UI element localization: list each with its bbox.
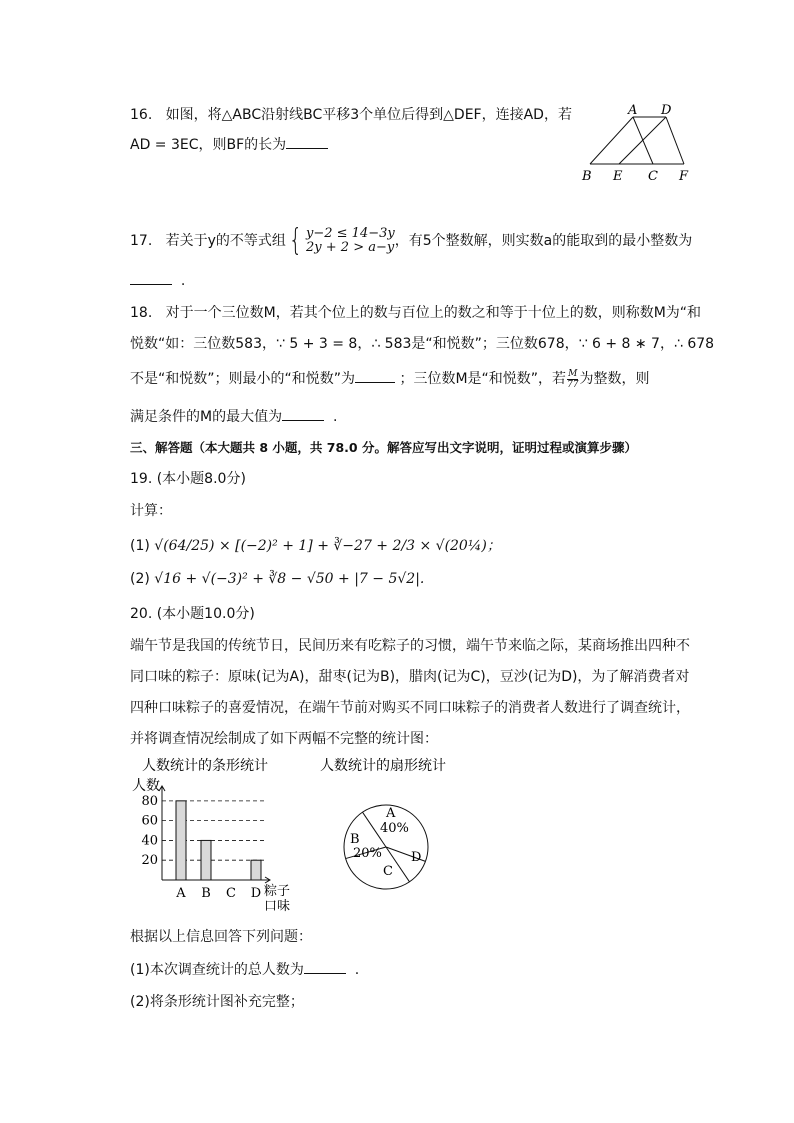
pie-percent-A: 40% <box>380 821 409 836</box>
bar-ytick-label: 80 <box>141 793 158 809</box>
q20-sub1-text: (1)本次调查统计的总人数为 <box>130 962 304 978</box>
q16-text: 如图，将△ABC沿射线BC平移3个单位后得到△DEF，连接AD，若 <box>165 107 572 123</box>
bar-chart-xlabel-line2: 口味 <box>264 899 291 914</box>
q16-answer-blank[interactable] <box>286 134 328 149</box>
q18-line1 <box>130 302 701 322</box>
pie-label-C: C <box>383 864 393 879</box>
q20-line3: 四种口味粽子的喜爱情况，在端午节前对购买不同口味粽子的消费者人数进行了调查统计， <box>130 700 690 716</box>
q16-line2 <box>130 134 328 154</box>
q17-answer-blank[interactable] <box>130 270 172 285</box>
bar-A <box>176 801 186 880</box>
q19-part1-expr: √(64/25) × [(−2)² + 1] + ∛−27 + 2/3 × √(20¼)； <box>154 538 501 554</box>
bar-ytick-label: 40 <box>141 833 158 849</box>
q18-text3a: 不是“和悦数”；则最小的“和悦数”为 <box>130 371 356 387</box>
q18-line4 <box>130 406 337 426</box>
q17-ineq2: 2y + 2 > a−y <box>306 240 395 255</box>
bar-chart-title: 人数统计的条形统计 <box>142 758 268 774</box>
q19-part2-expr: √16 + √(−3)² + ∛8 − √50 + |7 − 5√2|. <box>154 571 425 587</box>
q17-text-after: ，有5个整数解，则实数a的能取到的最小整数为 <box>394 233 693 249</box>
fig-label-A: A <box>628 103 638 118</box>
bar-chart-ylabel: 人数 <box>132 778 160 794</box>
q16-figure <box>576 102 696 186</box>
bar-xtick-label: B <box>201 886 211 901</box>
fig-label-E: E <box>613 169 623 184</box>
fig-label-F: F <box>679 169 689 184</box>
q18-end: . <box>333 409 338 425</box>
q18-number: 18. <box>130 305 153 321</box>
pie-label-A: A <box>386 806 396 821</box>
q18-text4: 满足条件的M的最大值为 <box>130 409 283 425</box>
section-three-heading: 三、解答题（本大题共 8 小题，共 78.0 分。解答应写出文字说明，证明过程或演算步骤） <box>130 440 637 455</box>
q19-part1-label: (1) <box>130 538 150 554</box>
pie-chart-title: 人数统计的扇形统计 <box>320 758 446 774</box>
bar-xtick-label: C <box>226 886 236 901</box>
q17-text-before: 若关于y的不等式组 <box>165 233 286 249</box>
q19-part2-label: (2) <box>130 571 150 587</box>
q17-line2 <box>130 270 185 289</box>
pie-label-B: B <box>350 832 360 847</box>
fig-label-C: C <box>648 169 658 184</box>
pie-percent-B: 20% <box>353 846 382 861</box>
q20-after-text: 根据以上信息回答下列问题： <box>130 929 312 945</box>
q17-ineq1: y−2 ≤ 14−3y <box>306 226 395 241</box>
q20-line4: 并将调查情况绘制成了如下两幅不完整的统计图： <box>130 731 438 747</box>
q18-line3 <box>130 368 650 390</box>
q18-line2 <box>130 333 714 353</box>
q18-fraction <box>567 369 578 390</box>
q18-text3c: 为整数，则 <box>579 371 650 387</box>
q17-line1 <box>130 223 693 258</box>
q17-number: 17. <box>130 233 153 249</box>
q20-sub2: (2)将条形统计图补充完整； <box>130 994 304 1010</box>
q16-number: 16. <box>130 107 153 123</box>
q18-text3b: ；三位数M是“和悦数”，若 <box>399 371 567 387</box>
q19-calc-label: 计算： <box>130 503 172 519</box>
bar-ytick-label: 20 <box>141 853 158 869</box>
bar-D <box>251 860 261 880</box>
q19-header: 19. (本小题8.0分) <box>130 471 246 487</box>
q18-answer-blank-2[interactable] <box>282 406 324 421</box>
fig-label-D: D <box>661 103 672 118</box>
pie-label-D: D <box>411 850 422 865</box>
q16-line1 <box>130 104 572 124</box>
q20-sub1-end: . <box>354 962 360 978</box>
q19-part2 <box>130 571 424 587</box>
q16-text2: AD = 3EC，则BF的长为 <box>130 137 287 153</box>
q20-header: 20. (本小题10.0分) <box>130 606 255 622</box>
bar-chart <box>126 752 306 918</box>
bar-ytick-label: 60 <box>141 813 158 829</box>
q17-end: . <box>180 273 186 289</box>
bar-xtick-label: A <box>176 886 186 901</box>
q20-answer-blank[interactable] <box>304 959 346 974</box>
q20-sub1 <box>130 959 359 979</box>
pie-chart <box>316 752 476 902</box>
q18-text1: 对于一个三位数M，若其个位上的数与百位上的数之和等于十位上的数，则称数M为“和 <box>165 305 702 321</box>
bar-B <box>201 840 211 880</box>
q18-text2: 悦数“如：三位数583，∵ 5 + 3 = 8，∴ 583是“和悦数”；三位数678，∵ 6 + 8 ∗ 7，∴ 678 <box>130 336 715 352</box>
bar-xtick-label: D <box>250 886 262 901</box>
q18-frac-num: M <box>568 368 578 379</box>
q18-answer-blank-1[interactable] <box>355 368 395 383</box>
q17-system: { y−2 ≤ 14−3y 2y + 2 > a−y <box>288 223 395 258</box>
bar-chart-xlabel-line1: 粽子 <box>264 884 291 899</box>
fig-label-B: B <box>582 169 592 184</box>
q20-line2: 同口味的粽子：原味(记为A)，甜枣(记为B)，腊肉(记为C)，豆沙(记为D)，为了解消费者对 <box>130 669 690 685</box>
q18-frac-den: 77 <box>567 379 579 390</box>
q20-line1: 端午节是我国的传统节日，民间历来有吃粽子的习惯，端午节来临之际，某商场推出四种不 <box>130 638 690 654</box>
q19-part1 <box>130 535 501 555</box>
